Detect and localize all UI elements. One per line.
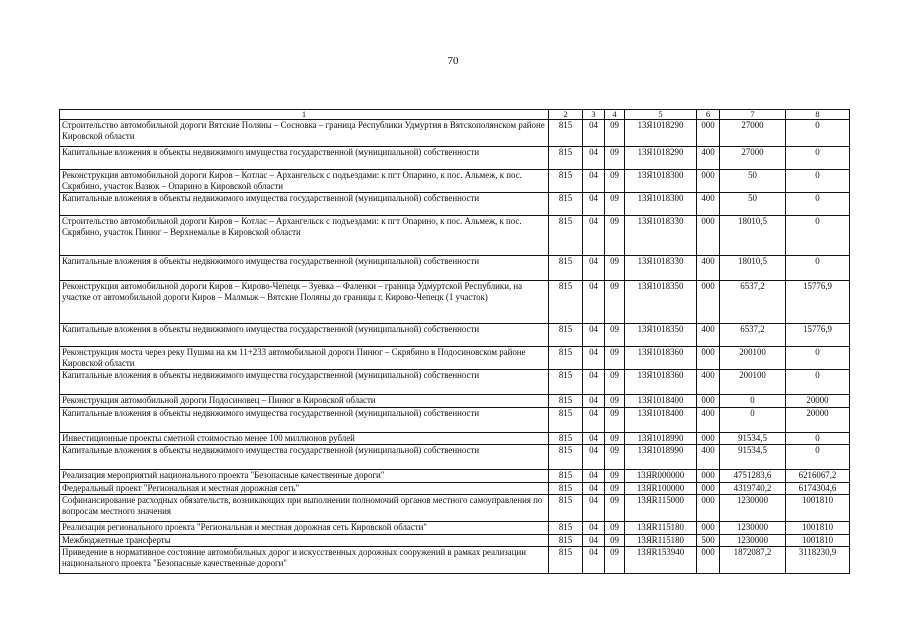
code-value-cell: 13ЯR100000 [625,483,697,495]
code-value-cell: 815 [549,147,583,170]
code-value-cell: 000 [697,495,720,522]
expense-name-cell: Капитальные вложения в объекты недвижимого имущества государственной (муниципальной) собственности [60,408,549,433]
code-value-cell: 04 [583,522,605,535]
table-row [60,522,850,535]
code-value-cell: 13ЯR115000 [625,495,697,522]
code-value-cell: 200100 [720,347,786,370]
code-value-cell: 13Я1018350 [625,324,697,347]
column-number-cell: 3 [583,110,605,120]
expense-name-cell: Капитальные вложения в объекты недвижимого имущества государственной (муниципальной) собственности [60,147,549,170]
code-value-cell: 1001810 [786,495,850,522]
code-value-cell: 815 [549,495,583,522]
code-value-cell: 09 [605,522,625,535]
page-number: 70 [447,55,459,67]
code-value-cell: 09 [605,324,625,347]
code-value-cell: 09 [605,445,625,470]
code-value-cell: 13Я1018300 [625,170,697,193]
code-value-cell: 04 [583,347,605,370]
table-row [60,433,850,445]
expense-name-cell: Капитальные вложения в объекты недвижимого имущества государственной (муниципальной) собственности [60,445,549,470]
code-value-cell: 500 [697,535,720,547]
code-value-cell: 13ЯR115180 [625,522,697,535]
code-value-cell: 815 [549,347,583,370]
code-value-cell: 09 [605,256,625,281]
expense-name-cell: Реконструкция автомобильной дороги Подосиновец – Пинюг в Кировской области [60,395,549,408]
table-row [60,495,850,522]
code-value-cell: 04 [583,495,605,522]
code-value-cell: 815 [549,216,583,256]
code-value-cell: 400 [697,370,720,395]
code-value-cell: 04 [583,170,605,193]
code-value-cell: 000 [697,170,720,193]
code-value-cell: 815 [549,535,583,547]
table-row [60,120,850,147]
code-value-cell: 1001810 [786,535,850,547]
code-value-cell: 50 [720,193,786,216]
expense-name-cell: Приведение в нормативное состояние автомобильных дорог и искусственных дорожных сооружений в рамках реализации национального проекта "Безопасные качественные дороги" [60,547,549,574]
column-number-cell: 8 [786,110,850,120]
code-value-cell: 815 [549,370,583,395]
code-value-cell: 000 [697,522,720,535]
code-value-cell: 4319740,2 [720,483,786,495]
code-value-cell: 6216067,2 [786,470,850,483]
code-value-cell: 815 [549,470,583,483]
code-value-cell: 27000 [720,120,786,147]
code-value-cell: 0 [786,216,850,256]
expense-name-cell: Реконструкция моста через реку Пушма на км 11+233 автомобильной дороги Пинюг – Скрябино в Подосиновском районе Кировской области [60,347,549,370]
code-value-cell: 09 [605,347,625,370]
code-value-cell: 91534,5 [720,433,786,445]
code-value-cell: 6537,2 [720,281,786,324]
code-value-cell: 13Я1018990 [625,445,697,470]
code-value-cell: 000 [697,395,720,408]
code-value-cell: 815 [549,445,583,470]
code-value-cell: 13Я1018290 [625,147,697,170]
code-value-cell: 815 [549,483,583,495]
code-value-cell: 6537,2 [720,324,786,347]
code-value-cell: 815 [549,193,583,216]
code-value-cell: 1230000 [720,495,786,522]
code-value-cell: 4751283,6 [720,470,786,483]
code-value-cell: 3118230,9 [786,547,850,574]
code-value-cell: 1872087,2 [720,547,786,574]
expense-name-cell: Реконструкция автомобильной дороги Киров – Котлас – Архангельск с подъездами: к пгт Опарино, к пос. Альмеж, к пос. Скрябино, участок Вазюк – Опарино в Кировской области [60,170,549,193]
code-value-cell: 13Я1018990 [625,433,697,445]
code-value-cell: 0 [786,193,850,216]
code-value-cell: 815 [549,395,583,408]
column-number-cell: 2 [549,110,583,120]
column-number-cell: 7 [720,110,786,120]
code-value-cell: 0 [720,408,786,433]
table-row [60,256,850,281]
code-value-cell: 50 [720,170,786,193]
code-value-cell: 400 [697,193,720,216]
table-row [60,170,850,193]
code-value-cell: 09 [605,408,625,433]
code-value-cell: 04 [583,324,605,347]
code-value-cell: 0 [786,147,850,170]
expense-name-cell: Реализация мероприятий национального проекта "Безопасные качественные дороги" [60,470,549,483]
code-value-cell: 09 [605,216,625,256]
table-row [60,281,850,324]
code-value-cell: 04 [583,147,605,170]
code-value-cell: 13Я1018400 [625,395,697,408]
code-value-cell: 09 [605,547,625,574]
code-value-cell: 000 [697,216,720,256]
code-value-cell: 04 [583,370,605,395]
expense-name-cell: Капитальные вложения в объекты недвижимого имущества государственной (муниципальной) собственности [60,193,549,216]
expense-name-cell: Федеральный проект "Региональная и местная дорожная сеть" [60,483,549,495]
code-value-cell: 0 [786,370,850,395]
code-value-cell: 04 [583,408,605,433]
code-value-cell: 000 [697,483,720,495]
code-value-cell: 13ЯR000000 [625,470,697,483]
code-value-cell: 13ЯR153940 [625,547,697,574]
code-value-cell: 13ЯR115180 [625,535,697,547]
code-value-cell: 09 [605,370,625,395]
code-value-cell: 1230000 [720,522,786,535]
code-value-cell: 04 [583,256,605,281]
code-value-cell: 91534,5 [720,445,786,470]
expense-name-cell: Межбюджетные трансферты [60,535,549,547]
code-value-cell: 0 [786,256,850,281]
budget-table [59,109,850,574]
code-value-cell: 400 [697,408,720,433]
table-row [60,408,850,433]
code-value-cell: 13Я1018400 [625,408,697,433]
code-value-cell: 09 [605,395,625,408]
code-value-cell: 200100 [720,370,786,395]
code-value-cell: 09 [605,281,625,324]
expense-name-cell: Реконструкция автомобильной дороги Киров – Кирово-Чепецк – Зуевка – Фаленки – граница Удмуртской Республики, на участке от автомобильной дороги Киров – Малмыж – Вятские Поляны до границы г. Кирово-Чепецк (1 участок) [60,281,549,324]
code-value-cell: 6174304,6 [786,483,850,495]
code-value-cell: 09 [605,170,625,193]
expense-name-cell: Капитальные вложения в объекты недвижимого имущества государственной (муниципальной) собственности [60,324,549,347]
code-value-cell: 09 [605,433,625,445]
code-value-cell: 0 [786,120,850,147]
code-value-cell: 13Я1018330 [625,216,697,256]
code-value-cell: 815 [549,408,583,433]
code-value-cell: 1230000 [720,535,786,547]
table-row [60,547,850,574]
code-value-cell: 400 [697,445,720,470]
code-value-cell: 09 [605,483,625,495]
table-row [60,483,850,495]
code-value-cell: 815 [549,522,583,535]
code-value-cell: 000 [697,120,720,147]
code-value-cell: 000 [697,347,720,370]
code-value-cell: 20000 [786,408,850,433]
code-value-cell: 09 [605,120,625,147]
code-value-cell: 09 [605,495,625,522]
code-value-cell: 20000 [786,395,850,408]
code-value-cell: 13Я1018330 [625,256,697,281]
expense-name-cell: Реализация регионального проекта "Региональная и местная дорожная сеть Кировской области" [60,522,549,535]
table-row [60,216,850,256]
code-value-cell: 815 [549,120,583,147]
code-value-cell: 04 [583,216,605,256]
code-value-cell: 815 [549,256,583,281]
code-value-cell: 815 [549,324,583,347]
table-row [60,445,850,470]
code-value-cell: 04 [583,433,605,445]
code-value-cell: 815 [549,547,583,574]
code-value-cell: 09 [605,470,625,483]
code-value-cell: 1001810 [786,522,850,535]
table-row [60,535,850,547]
expense-name-cell: Капитальные вложения в объекты недвижимого имущества государственной (муниципальной) собственности [60,370,549,395]
code-value-cell: 04 [583,470,605,483]
code-value-cell: 13Я1018350 [625,281,697,324]
table-row [60,470,850,483]
code-value-cell: 400 [697,147,720,170]
code-value-cell: 09 [605,193,625,216]
code-value-cell: 400 [697,324,720,347]
code-value-cell: 13Я1018360 [625,370,697,395]
code-value-cell: 27000 [720,147,786,170]
expense-name-cell: Строительство автомобильной дороги Киров – Котлас – Архангельск с подъездами: к пгт Опарино, к пос. Альмеж, к пос. Скрябино, участок Пинюг – Верхнемалье в Кировской области [60,216,549,256]
code-value-cell: 000 [697,281,720,324]
table-row [60,347,850,370]
code-value-cell: 15776,9 [786,324,850,347]
code-value-cell: 000 [697,433,720,445]
table-row [60,370,850,395]
code-value-cell: 15776,9 [786,281,850,324]
code-value-cell: 0 [786,445,850,470]
code-value-cell: 0 [786,170,850,193]
code-value-cell: 18010,5 [720,216,786,256]
code-value-cell: 815 [549,281,583,324]
column-number-cell: 6 [697,110,720,120]
code-value-cell: 13Я1018300 [625,193,697,216]
code-value-cell: 18010,5 [720,256,786,281]
table-row [60,147,850,170]
expense-name-cell: Строительство автомобильной дороги Вятские Поляны – Сосновка – граница Республики Удмуртия в Вятскополянском районе Кировской области [60,120,549,147]
code-value-cell: 13Я1018290 [625,120,697,147]
expense-name-cell: Капитальные вложения в объекты недвижимого имущества государственной (муниципальной) собственности [60,256,549,281]
code-value-cell: 04 [583,445,605,470]
code-value-cell: 04 [583,535,605,547]
code-value-cell: 000 [697,470,720,483]
code-value-cell: 000 [697,547,720,574]
code-value-cell: 400 [697,256,720,281]
code-value-cell: 0 [786,433,850,445]
column-number-cell: 1 [60,110,549,120]
code-value-cell: 0 [720,395,786,408]
code-value-cell: 815 [549,170,583,193]
table-row [60,324,850,347]
expense-name-cell: Инвестиционные проекты сметной стоимостью менее 100 миллионов рублей [60,433,549,445]
column-number-cell: 5 [625,110,697,120]
code-value-cell: 815 [549,433,583,445]
code-value-cell: 04 [583,281,605,324]
code-value-cell: 04 [583,193,605,216]
table-header-row [60,110,850,120]
code-value-cell: 04 [583,483,605,495]
table-row [60,395,850,408]
code-value-cell: 0 [786,347,850,370]
code-value-cell: 09 [605,147,625,170]
column-number-cell: 4 [605,110,625,120]
expense-name-cell: Софинансирование расходных обязательств, возникающих при выполнении полномочий органов местного самоуправления по вопросам местного значения [60,495,549,522]
code-value-cell: 04 [583,395,605,408]
code-value-cell: 04 [583,120,605,147]
code-value-cell: 13Я1018360 [625,347,697,370]
code-value-cell: 04 [583,547,605,574]
code-value-cell: 09 [605,535,625,547]
table-row [60,193,850,216]
